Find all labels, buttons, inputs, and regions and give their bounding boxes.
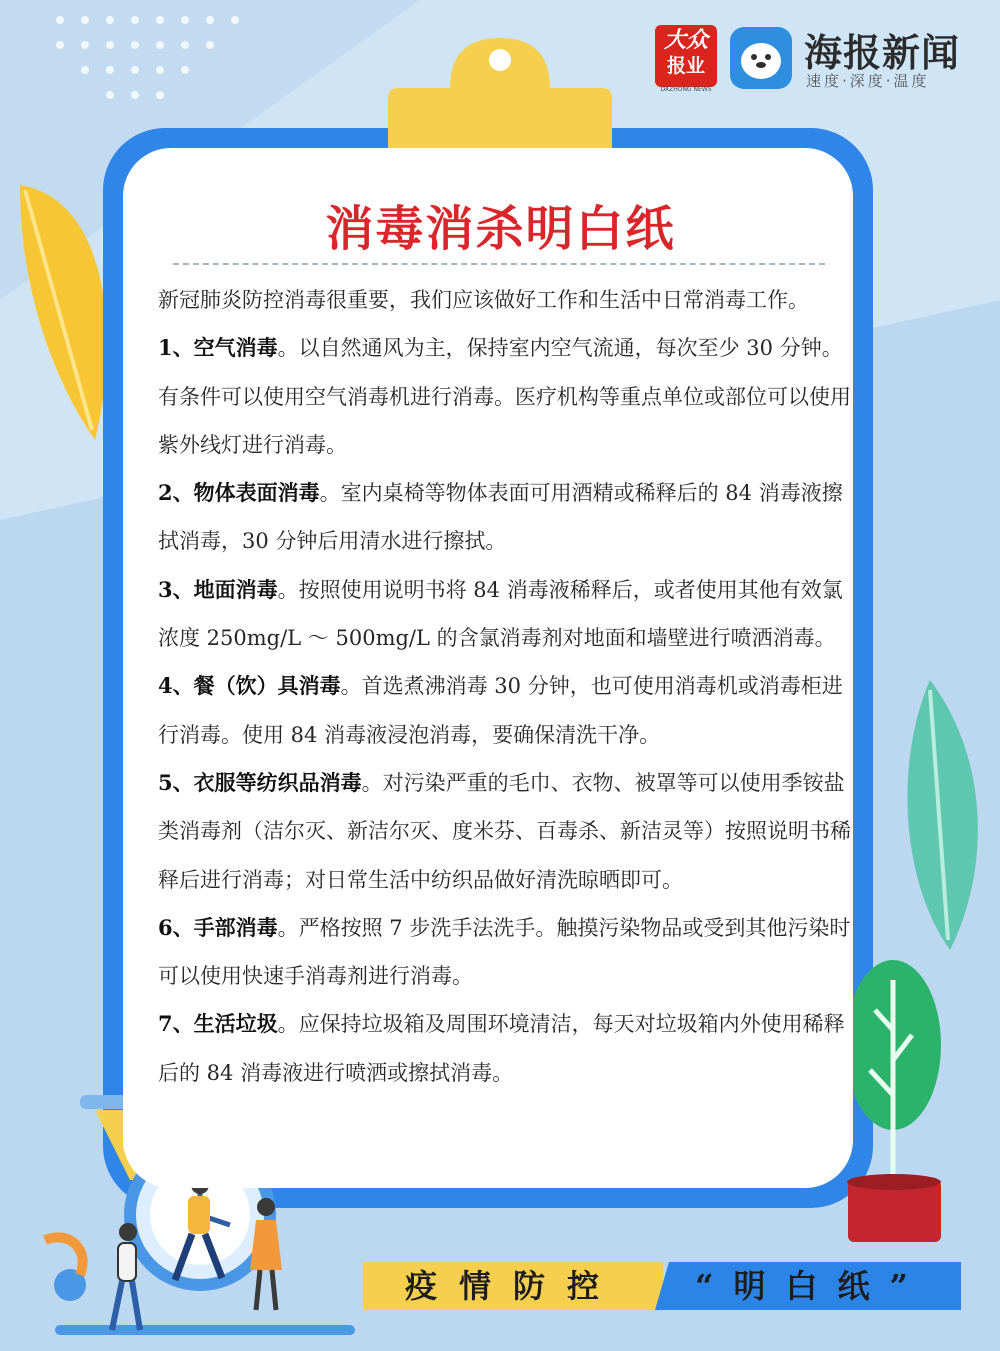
item-hands bbox=[158, 904, 858, 1001]
item-text: 。严格按照 7 步洗手法洗手。触摸污染物品或受到其他污染时可以使用快速手消毒剂进行消毒。 bbox=[158, 915, 851, 989]
seal-logo-icon bbox=[730, 27, 792, 89]
footer-left-text: 疫情防控 bbox=[404, 1267, 621, 1305]
item-heading: 6、手部消毒 bbox=[158, 914, 278, 940]
item-air bbox=[158, 324, 858, 469]
item-text: 。室内桌椅等物体表面可用酒精或稀释后的 84 消毒液擦拭消毒，30 分钟后用清水进行擦拭。 bbox=[158, 481, 843, 554]
content bbox=[158, 276, 858, 1097]
logo-hb-name: 海报新闻 bbox=[804, 31, 961, 75]
page-title: 消毒消杀明白纸 bbox=[325, 201, 676, 257]
logo-hb-slogan: 速度·深度·温度 bbox=[806, 72, 930, 90]
item-text: 。首选煮沸消毒 30 分钟，也可使用消毒机或消毒柜进行消毒。使用 84 消毒液浸泡消毒，要确保清洗干净。 bbox=[158, 674, 843, 747]
logo-dz-line1: 大众 bbox=[663, 27, 708, 53]
item-heading: 5、衣服等纺织品消毒 bbox=[158, 769, 362, 795]
item-heading: 7、生活垃圾 bbox=[158, 1011, 278, 1037]
item-garbage bbox=[158, 1000, 858, 1097]
item-text: 。应保持垃圾箱及周围环境清洁，每天对垃圾箱内外使用稀释后的 84 消毒液进行喷洒或擦拭消毒。 bbox=[158, 1012, 845, 1085]
item-textiles bbox=[158, 759, 858, 904]
dazhong-logo bbox=[655, 25, 717, 87]
item-text: 。以自然通风为主，保持室内空气流通，每次至少 30 分钟。有条件可以使用空气消毒机进行消毒。医疗机构等重点单位或部位可以使用紫外线灯进行消毒。 bbox=[158, 336, 851, 457]
footer-right-text: “明白纸” bbox=[695, 1267, 928, 1305]
item-heading: 2、物体表面消毒 bbox=[158, 480, 320, 506]
item-surface bbox=[158, 469, 858, 566]
item-heading: 1、空气消毒 bbox=[158, 335, 278, 361]
item-floor bbox=[158, 566, 858, 663]
item-text: 。对污染严重的毛巾、衣物、被罩等可以使用季铵盐类消毒剂（洁尔灭、新洁尔灭、度米芬、百毒杀、新洁灵等）按照说明书稀释后进行消毒；对日常生活中纺织品做好清洗晾晒即可。 bbox=[158, 770, 851, 892]
logo-dz-sub: DAZHONG NEWS bbox=[660, 86, 712, 93]
tree-pot bbox=[845, 960, 941, 1242]
title-divider bbox=[173, 263, 825, 265]
item-text: 。按照使用说明书将 84 消毒液稀释后，或者使用其他有效氯浓度 250mg/L ～ 500mg/L 的含氯消毒剂对地面和墙壁进行喷洒消毒。 bbox=[158, 577, 843, 651]
item-tableware bbox=[158, 662, 858, 759]
logo-dz-line2: 报业 bbox=[666, 55, 705, 77]
item-heading: 3、地面消毒 bbox=[158, 576, 278, 602]
item-heading: 4、餐（饮）具消毒 bbox=[158, 673, 341, 699]
seal-icon bbox=[730, 27, 792, 89]
intro-paragraph: 新冠肺炎防控消毒很重要，我们应该做好工作和生活中日常消毒工作。 bbox=[158, 288, 809, 312]
